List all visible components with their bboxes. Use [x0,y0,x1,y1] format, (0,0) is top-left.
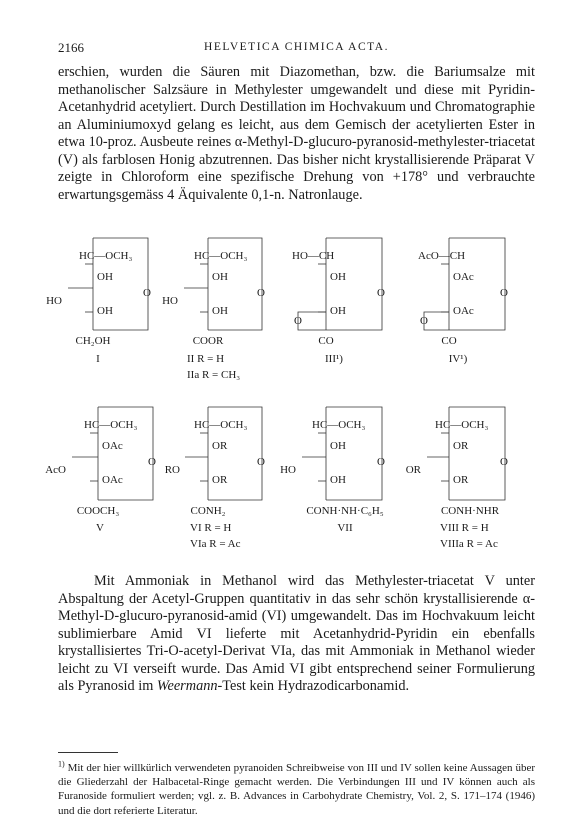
formula-V-left: AcO [45,464,66,476]
footnote [58,761,535,818]
footnote-marker: 1) [58,759,65,769]
formula-II-r4: OH [212,305,228,317]
formula-VI-r2: OR [212,440,228,452]
formula-VIa-caption: VIa R = Ac [190,538,241,550]
formula-VIII-left: OR [405,464,421,476]
formula-VIIIa-caption: VIIIa R = Ac [440,538,498,550]
formula-V-bottom: COOCH₃ [76,505,120,517]
formula-VIII-r2: OR [453,440,469,452]
formula-III-c1: HO—CH [292,250,335,262]
formula-V-caption: V [96,522,104,534]
formula-III [292,250,385,365]
formula-VI-ring-o: O [257,456,265,468]
formula-II-ring-o: O [257,287,265,299]
formula-VI-caption: VI R = H [190,522,232,534]
formula-I-bottom: CH₂OH [75,335,111,347]
formula-VIII-ring-o: O [500,456,508,468]
test-name: Weermann [156,678,218,694]
formula-VIII-r4: OR [453,474,469,486]
footnote-text: Mit der hier willkürlich verwendeten pyranoiden Schreibweise von III und IV sollen keine Aussagen über die Gliederzahl der Halbacetal-Ringe gemacht werden. Die Verbindungen III und IV können auch als Furanoside formuliert werden; vgl. z. B. Advances in Carbohydrate Chemistry, Vol. 2, S. 171–174 (1946) und die dort referierte Literatur. [58,762,535,817]
formula-IV-bottom: CO [441,335,457,347]
formula-V-r2: OAc [102,440,123,452]
formula-IV-r4: OAc [453,305,474,317]
formula-II-left: HO [162,295,178,307]
formula-IV [418,250,508,365]
formula-I-c1: HC—OCH₃ [79,250,133,262]
formula-I-caption: I [96,353,100,365]
formula-VII-r4: OH [330,474,346,486]
formula-V-r4: OAc [102,474,123,486]
formula-VI-r4: OR [212,474,228,486]
formula-VIII-caption: VIII R = H [440,522,489,534]
formula-VII [280,419,385,534]
formula-V-ring-o: O [148,456,156,468]
formula-I [46,250,151,365]
paragraph-2-text: Mit Ammoniak in Methanol wird das Methylester-triacetat V unter Abspaltung der Acetyl-Gruppen quantitativ in das sehr schön krystallisierende α-Methyl-D-glucuro-pyranosid-amid (VI) umgewandelt. Das im Hochvakuum leicht sublimierbare Amid VI lieferte mit Acetanhydrid-Pyridin ein ebenfalls krystallisiertes Tri-O-acetyl-Derivat VIa, das mit Ammoniak in Methanol wieder leicht zu VI verseift wurde. Das Amid VI gibt entsprechend seiner Formulierung als Pyranosid im [58,573,535,694]
formula-III-bottom: CO [318,335,334,347]
formula-VII-c1: HC—OCH₃ [312,419,366,431]
page-number: 2166 [58,40,84,55]
formula-III-r2: OH [330,271,346,283]
journal-title: HELVETICA CHIMICA ACTA. [204,41,389,53]
formula-I-r2: OH [97,271,113,283]
formula-II-caption: II R = H [187,353,225,365]
formula-IIa-caption: IIa R = CH₃ [187,369,241,381]
paragraph-2-end: -Test kein Hydrazodicarbonamid. [217,678,410,694]
footnote-rule [58,752,118,753]
formula-VII-ring-o: O [377,456,385,468]
formula-VI-left: RO [164,464,180,476]
formula-VIII-c1: HC—OCH₃ [435,419,489,431]
formula-VIII-bottom: CONH·NHR [440,505,500,517]
formula-II-r2: OH [212,271,228,283]
formula-VII-left: HO [280,464,296,476]
formula-VIII [406,419,508,550]
formula-III-r4: OH [330,305,346,317]
formula-VI-bottom: CONH₂ [190,505,226,517]
formula-IV-caption: IV¹) [448,353,468,365]
formula-I-r4: OH [97,305,113,317]
formula-VII-caption: VII [337,522,353,534]
formula-I-left: HO [46,295,62,307]
formula-II-bottom: COOR [192,335,224,347]
formula-III-ring-o: O [377,287,385,299]
formula-III-caption: III¹) [325,353,343,365]
formula-III-left-o: O [294,315,302,327]
formula-VI [165,419,265,550]
formula-VII-bottom: CONH·NH·C₆H₅ [306,505,384,517]
formula-VI-c1: HC—OCH₃ [194,419,248,431]
formula-IV-r2: OAc [453,271,474,283]
formula-V-c1: HC—OCH₃ [84,419,138,431]
formula-IV-c1: AcO—CH [418,250,466,262]
paragraph-2 [58,573,535,696]
formula-VII-r2: OH [330,440,346,452]
formula-IV-ring-o: O [500,287,508,299]
formula-I-ring-o: O [143,287,151,299]
formula-IV-left-o: O [420,315,428,327]
paragraph-1-text: erschien, wurden die Säuren mit Diazomethan, bzw. die Bariumsalze mit methanolischer Salzsäure in Methylester umgewandelt und diese mit Pyridin-Acetanhydrid acetyliert. Durch Destillation im Hochvakuum und Chromatographie an Aluminiumoxyd gelang es leicht, aus dem Gemisch der acetylierten Ester in etwa 10-proz. Ausbeute reines α-Methyl-D-glucuro-pyranosid-methylester-triacetat (V) als farblosen Honig abzutrennen. Das bisher nicht krystallisierende Präparat V zeigte in Chloroform eine spezifische Drehung von +178° und verbrauchte erwartungsgemäss 4 Äquivalente 0,1-n. Natronlauge. [58,64,535,203]
formula-II-c1: HC—OCH₃ [194,250,248,262]
formula-V [45,419,156,534]
formula-II [162,250,265,381]
